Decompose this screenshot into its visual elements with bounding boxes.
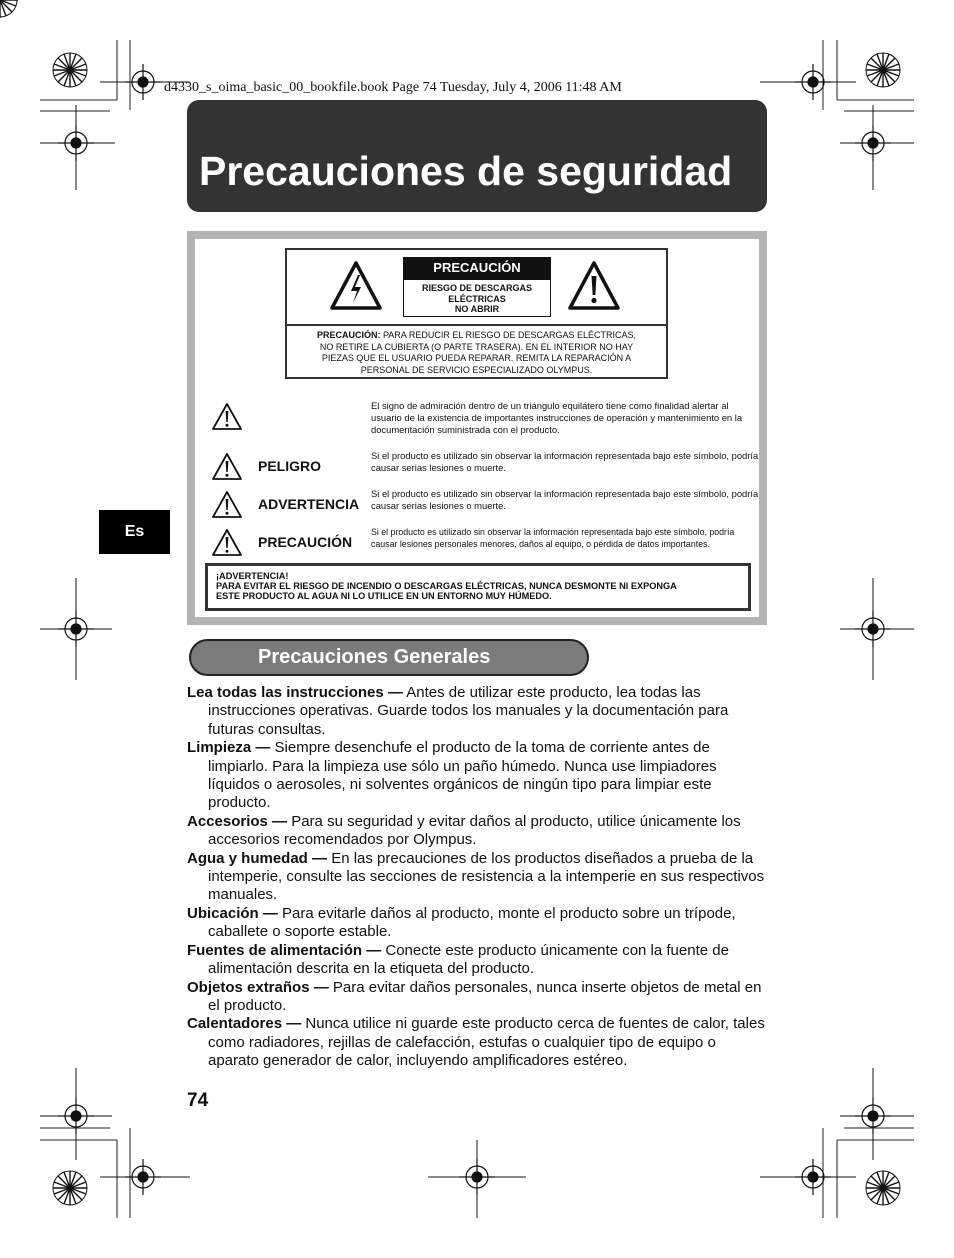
caution-text-line: NO RETIRE LA CUBIERTA (O PARTE TRASERA). EN EL INTERIOR NO HAY <box>319 341 634 352</box>
symbol-label: ADVERTENCIA <box>258 496 360 512</box>
precautions-list <box>187 684 767 1071</box>
caution-sub-line: ELÉCTRICAS <box>448 293 506 304</box>
item-text: Conecte este producto únicamente con la fuente de alimentación descrita en la etiqueta del producto. <box>208 941 729 978</box>
list-item <box>187 850 767 905</box>
item-term: Accesorios — <box>187 812 288 830</box>
item-text: En las precauciones de los productos diseñados a prueba de la intemperie, consulte las secciones de resistencia a la intemperie en sus respectivos manuales. <box>208 849 765 904</box>
warning-triangle-icon <box>211 402 243 432</box>
advertencia-box <box>205 563 751 611</box>
list-item <box>187 979 767 1016</box>
caution-text-line: PARA REDUCIR EL RIESGO DE DESCARGAS ELÉCTRICAS, <box>380 330 637 340</box>
advertencia-line: PARA EVITAR EL RIESGO DE INCENDIO O DESCARGAS ELÉCTRICAS, NUNCA DESMONTE NI EXPONGA <box>216 581 677 591</box>
list-item <box>187 942 767 979</box>
symbol-description: Si el producto es utilizado sin observar la información representada bajo este símbolo, podría causar serias lesiones o muerte. <box>371 450 759 473</box>
symbol-description: Si el producto es utilizado sin observar la información representada bajo este símbolo, podría causar serias lesiones o muerte. <box>371 488 759 511</box>
caution-text-line: PERSONAL DE SERVICIO ESPECIALIZADO OLYMPUS. <box>360 364 593 375</box>
item-text: Para su seguridad y evitar daños al producto, utilice únicamente los accesorios recomendados por Olympus. <box>208 812 741 849</box>
section-heading-pill <box>189 639 589 676</box>
section-title: Precauciones Generales <box>258 646 491 668</box>
item-term: Agua y humedad — <box>187 849 328 867</box>
electric-shock-icon <box>329 260 383 312</box>
warning-triangle-icon <box>211 528 243 558</box>
caution-text-line: PIEZAS QUE EL USUARIO PUEDA REPARAR. REMITA LA REPARACIÓN A <box>321 353 632 363</box>
item-term: Ubicación — <box>187 904 278 922</box>
caution-label: PRECAUCIÓN <box>403 257 551 279</box>
item-term: Fuentes de alimentación — <box>187 941 382 959</box>
item-term: Objetos extraños — <box>187 978 329 996</box>
caution-sub-line: RIESGO DE DESCARGAS <box>421 283 533 293</box>
item-text: Para evitar daños personales, nunca inserte objetos de metal en el producto. <box>208 978 762 1014</box>
item-term: Limpieza — <box>187 739 271 757</box>
advertencia-line: ESTE PRODUCTO AL AGUA NI LO UTILICE EN UN ENTORNO MUY HÚMEDO. <box>216 591 552 601</box>
title-banner <box>187 100 767 212</box>
item-text: Antes de utilizar este producto, lea todas las instrucciones operativas. Guarde todos los manuales y la documentación para futuras consultas. <box>208 684 729 738</box>
symbol-label: PRECAUCIÓN <box>258 534 353 550</box>
list-item <box>187 739 767 813</box>
page-title: Precauciones de seguridad <box>199 148 733 194</box>
item-text: Siempre desenchufe el producto de la toma de corriente antes de limpiarlo. Para la limpieza use sólo un paño húmedo. Nunca use limpiadores líquidos o aerosoles, ni solventes orgánicos de ningún tipo para limpiar este producto. <box>208 739 717 812</box>
list-item <box>187 813 767 850</box>
caution-header <box>287 250 666 326</box>
item-term: Calentadores — <box>187 1015 302 1033</box>
caution-subtext <box>403 279 551 317</box>
caution-text <box>293 330 660 376</box>
list-item <box>187 1015 767 1070</box>
caution-text-lead: PRECAUCIÓN: <box>316 330 381 340</box>
print-header: d4330_s_oima_basic_00_bookfile.book Page 74 Tuesday, July 4, 2006 11:48 AM <box>164 80 622 95</box>
symbol-description: Si el producto es utilizado sin observar la información representada bajo este símbolo, podría causar lesiones personales menores, daños al equipo, o pérdida de datos importantes. <box>371 527 735 549</box>
item-text: Nunca utilice ni guarde este producto cerca de fuentes de calor, tales como radiadores, rejillas de calefacción, estufas o cualquier tipo de equipo o aparato generador de calor, incluyendo amplificadores estéreo. <box>208 1015 765 1070</box>
language-tab: Es <box>99 510 170 554</box>
item-text: Para evitarle daños al producto, monte el producto sobre un trípode, caballete o soporte estable. <box>208 904 736 941</box>
list-item <box>187 684 767 739</box>
page-number: 74 <box>187 1090 209 1111</box>
caution-box <box>285 248 668 379</box>
caution-sub-line: NO ABRIR <box>454 304 500 314</box>
advertencia-line: ¡ADVERTENCIA! <box>216 571 289 581</box>
warning-triangle-icon <box>211 452 243 482</box>
item-term: Lea todas las instrucciones — <box>187 684 403 701</box>
symbol-label: PELIGRO <box>258 458 322 474</box>
warning-triangle-icon <box>211 490 243 520</box>
symbol-description: El signo de admiración dentro de un triángulo equilátero tiene como finalidad alertar al usuario de la existencia de importantes instrucciones de operación y mantenimiento en la documentación suministrada con el producto. <box>371 400 743 435</box>
exclamation-icon <box>567 260 621 312</box>
warning-panel <box>187 231 767 625</box>
list-item <box>187 905 767 942</box>
